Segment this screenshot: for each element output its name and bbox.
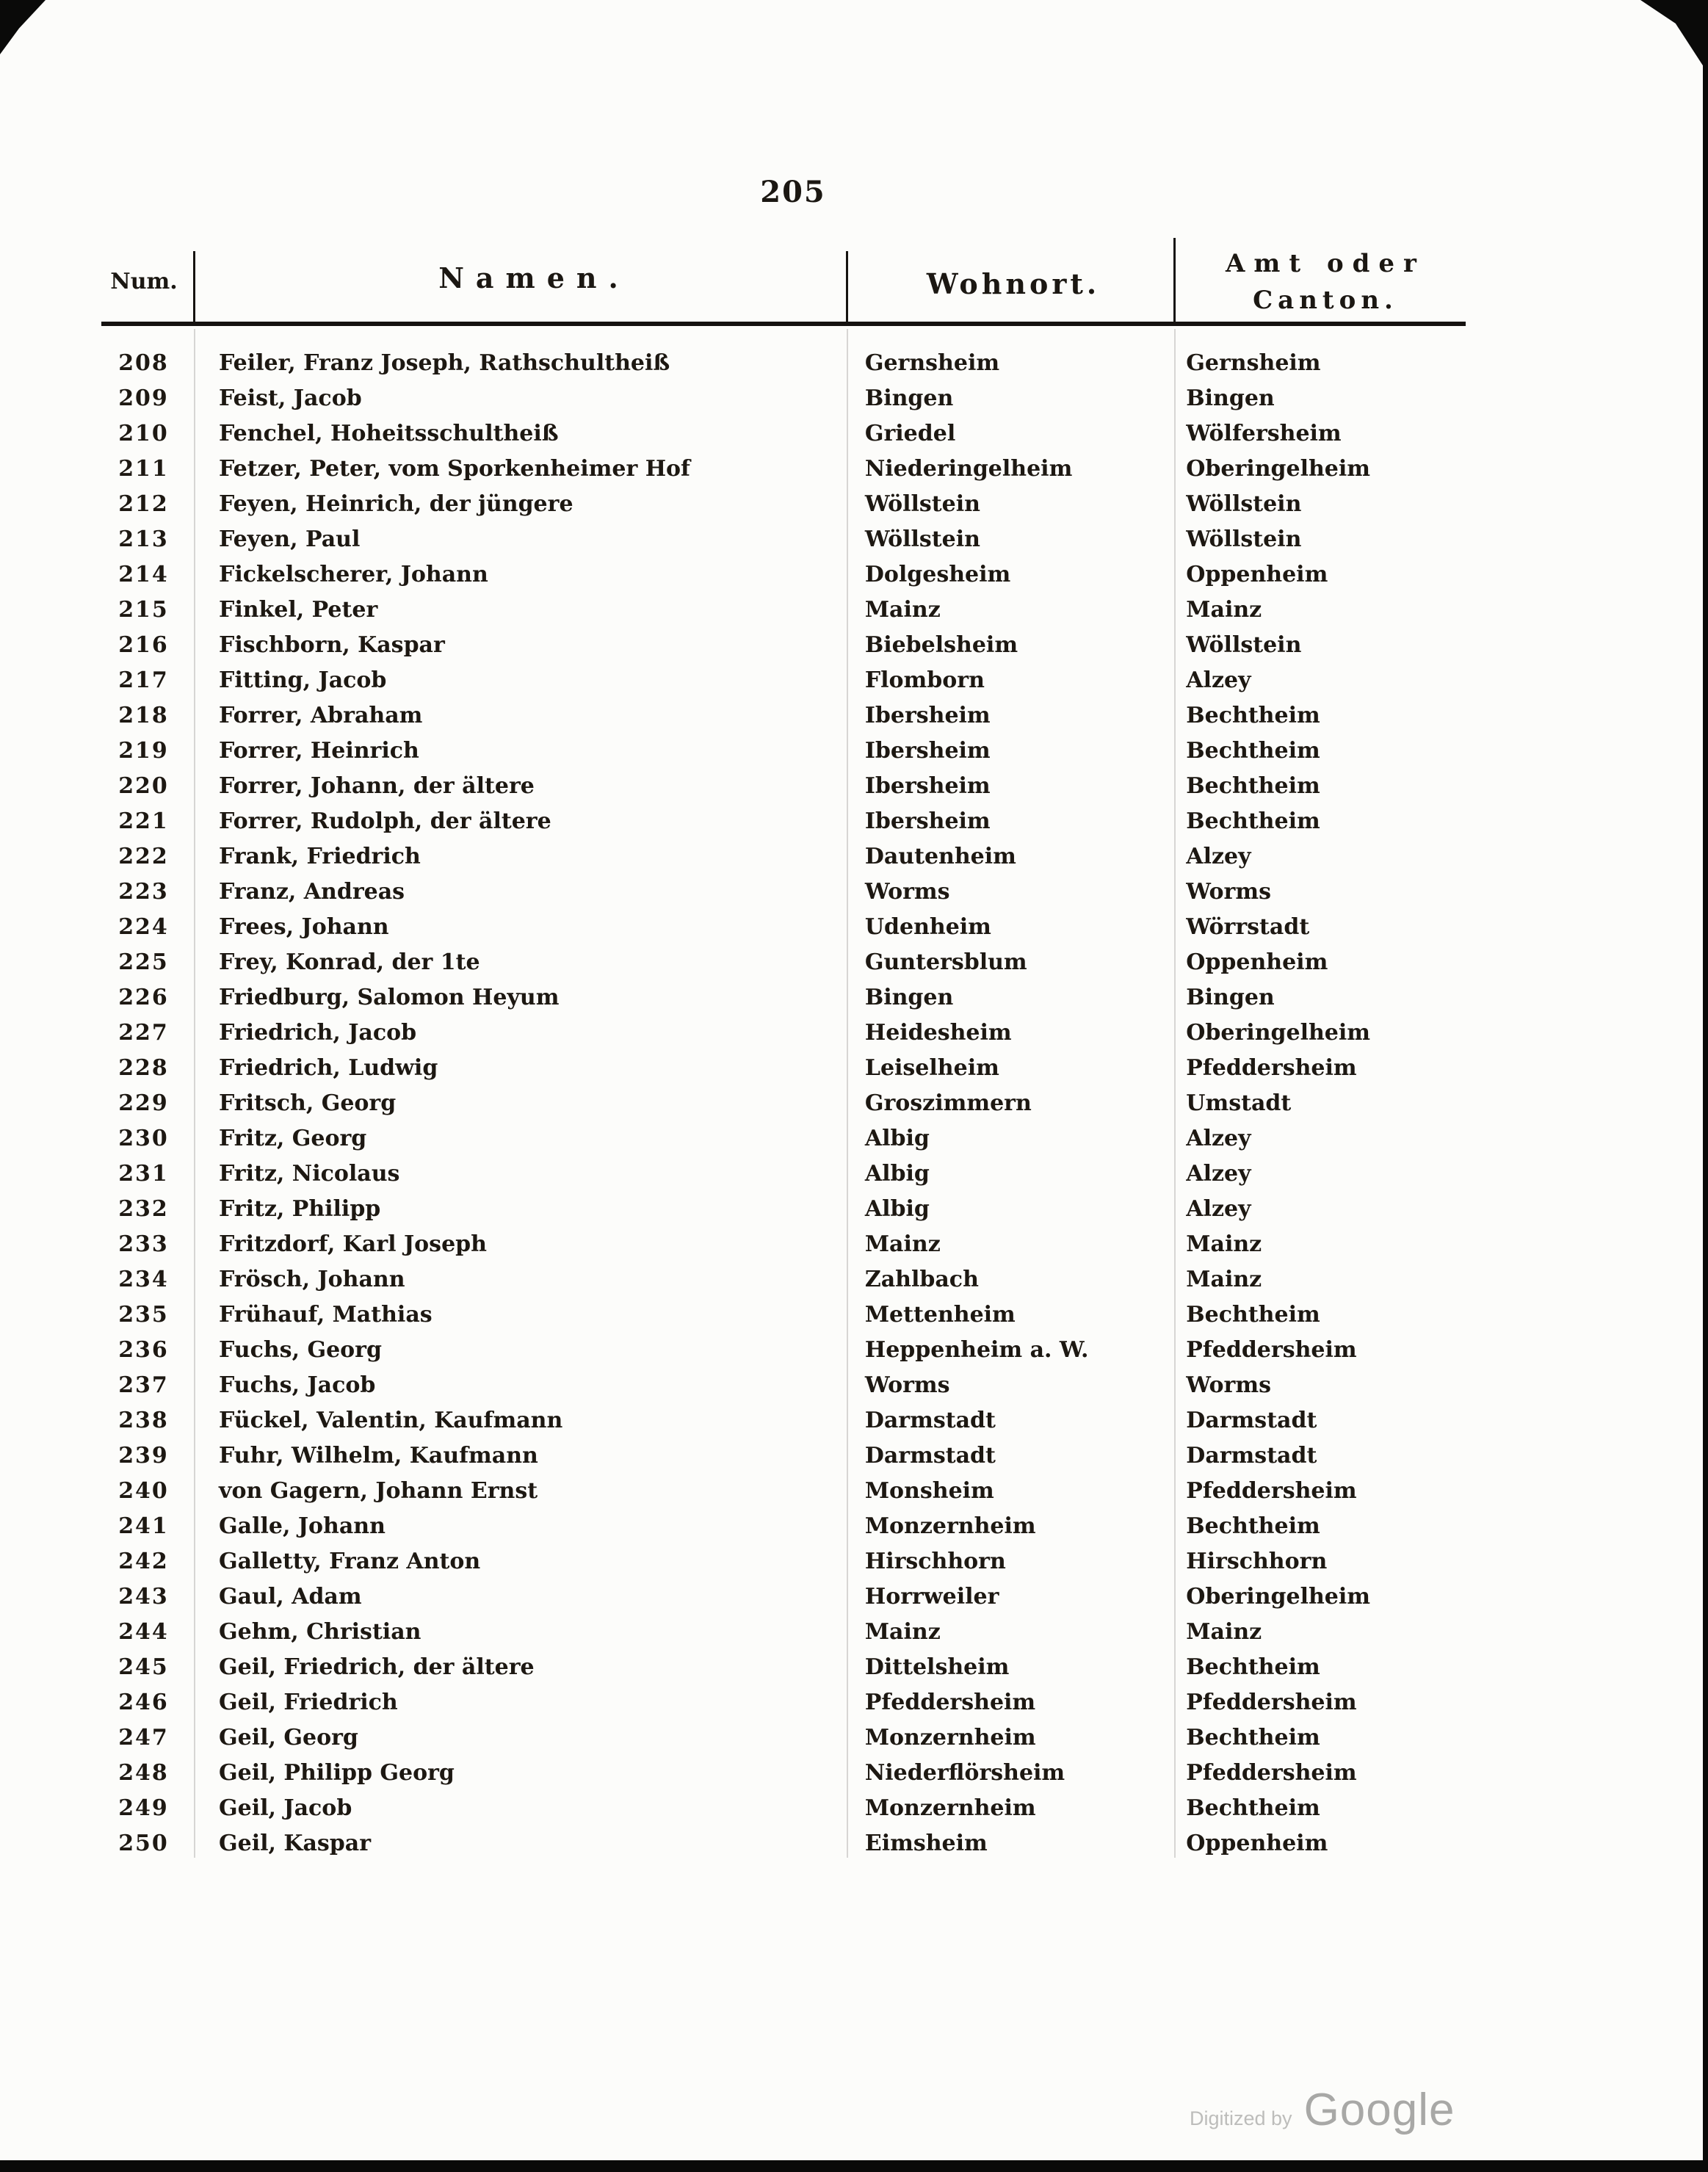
row-canton: Bechtheim xyxy=(1186,1724,1320,1751)
row-name: Fritz, Philipp xyxy=(219,1195,381,1222)
row-number: 230 xyxy=(118,1125,169,1151)
row-canton: Bechtheim xyxy=(1186,1301,1320,1328)
row-canton: Wöllstein xyxy=(1186,490,1302,517)
row-number: 221 xyxy=(118,808,169,834)
row-canton: Pfeddersheim xyxy=(1186,1689,1357,1715)
row-number: 250 xyxy=(118,1830,169,1856)
row-number: 228 xyxy=(118,1054,169,1081)
row-canton: Alzey xyxy=(1186,1125,1251,1151)
row-residence: Ibersheim xyxy=(864,702,991,728)
row-residence: Dolgesheim xyxy=(864,561,1011,587)
row-residence: Wöllstein xyxy=(864,526,980,552)
row-name: Frank, Friedrich xyxy=(219,843,421,869)
row-canton: Oberingelheim xyxy=(1186,1019,1371,1046)
row-residence: Worms xyxy=(864,1372,950,1398)
row-residence: Ibersheim xyxy=(864,737,991,764)
row-residence: Monzernheim xyxy=(864,1795,1036,1821)
row-number: 239 xyxy=(118,1442,169,1469)
row-canton: Alzey xyxy=(1186,843,1251,869)
row-residence: Bingen xyxy=(864,385,954,411)
page-number: 205 xyxy=(760,175,826,209)
table-row xyxy=(101,1191,1497,1226)
row-name: Fritz, Georg xyxy=(219,1125,367,1151)
row-number: 208 xyxy=(118,350,169,376)
table-row xyxy=(101,768,1497,803)
row-number: 224 xyxy=(118,913,169,940)
row-canton: Worms xyxy=(1186,878,1271,905)
table-row xyxy=(101,1825,1497,1861)
row-number: 211 xyxy=(118,455,169,482)
row-canton: Alzey xyxy=(1186,1195,1251,1222)
table-row xyxy=(101,1790,1497,1825)
row-number: 249 xyxy=(118,1795,169,1821)
row-name: Fetzer, Peter, vom Sporkenheimer Hof xyxy=(219,455,690,482)
table-row xyxy=(101,1121,1497,1156)
digitized-by-label: Digitized by xyxy=(1190,2107,1292,2129)
table-row xyxy=(101,1156,1497,1191)
table-row xyxy=(101,1015,1497,1050)
row-name: Feiler, Franz Joseph, Rathschultheiß xyxy=(219,350,670,376)
row-name: Finkel, Peter xyxy=(219,596,378,623)
row-canton: Bingen xyxy=(1186,984,1275,1010)
row-number: 212 xyxy=(118,490,169,517)
row-residence: Leiselheim xyxy=(864,1054,999,1081)
table-row xyxy=(101,909,1497,944)
row-number: 226 xyxy=(118,984,169,1010)
row-residence: Wöllstein xyxy=(864,490,980,517)
table-row xyxy=(101,733,1497,768)
row-name: Frühauf, Mathias xyxy=(219,1301,433,1328)
column-header-canton xyxy=(1186,245,1465,319)
row-canton: Umstadt xyxy=(1186,1090,1292,1116)
row-name: Geil, Jacob xyxy=(219,1795,352,1821)
row-residence: Mainz xyxy=(864,1231,941,1257)
row-canton: Mainz xyxy=(1186,596,1262,623)
row-canton: Bechtheim xyxy=(1186,1513,1320,1539)
row-name: Fickelscherer, Johann xyxy=(219,561,488,587)
row-name: Friedrich, Ludwig xyxy=(219,1054,438,1081)
row-name: Fischborn, Kaspar xyxy=(219,631,445,658)
row-residence: Mainz xyxy=(864,1618,941,1645)
row-number: 244 xyxy=(118,1618,169,1645)
scan-artifact-top-right xyxy=(1640,0,1708,73)
row-residence: Gernsheim xyxy=(864,350,1000,376)
row-name: Franz, Andreas xyxy=(219,878,405,905)
table-row xyxy=(101,1543,1497,1579)
row-name: Frey, Konrad, der 1te xyxy=(219,949,480,975)
row-number: 245 xyxy=(118,1654,169,1680)
row-number: 248 xyxy=(118,1759,169,1786)
table-row xyxy=(101,345,1497,380)
table-row xyxy=(101,698,1497,733)
header-rule xyxy=(101,322,1466,326)
row-number: 210 xyxy=(118,420,169,446)
table-row xyxy=(101,1332,1497,1367)
row-canton: Wörrstadt xyxy=(1186,913,1310,940)
table-row xyxy=(101,521,1497,557)
row-canton: Wöllstein xyxy=(1186,526,1302,552)
row-name: Fückel, Valentin, Kaufmann xyxy=(219,1407,563,1433)
row-residence: Flomborn xyxy=(864,667,985,693)
row-canton: Pfeddersheim xyxy=(1186,1759,1357,1786)
row-number: 213 xyxy=(118,526,169,552)
table-row xyxy=(101,1261,1497,1297)
row-name: Galle, Johann xyxy=(219,1513,386,1539)
row-name: Geil, Friedrich, der ältere xyxy=(219,1654,535,1680)
table-row xyxy=(101,1755,1497,1790)
table-row xyxy=(101,874,1497,909)
row-number: 220 xyxy=(118,772,169,799)
row-number: 217 xyxy=(118,667,169,693)
row-canton: Pfeddersheim xyxy=(1186,1054,1357,1081)
row-canton: Bingen xyxy=(1186,385,1275,411)
table-row xyxy=(101,451,1497,486)
row-residence: Monzernheim xyxy=(864,1724,1036,1751)
row-number: 219 xyxy=(118,737,169,764)
row-number: 238 xyxy=(118,1407,169,1433)
row-canton: Alzey xyxy=(1186,1160,1251,1187)
table-row xyxy=(101,803,1497,839)
row-canton: Mainz xyxy=(1186,1618,1262,1645)
scan-artifact-right-edge xyxy=(1703,0,1708,2172)
table-row xyxy=(101,980,1497,1015)
row-name: Friedrich, Jacob xyxy=(219,1019,417,1046)
row-canton: Hirschhorn xyxy=(1186,1548,1328,1574)
row-name: Galletty, Franz Anton xyxy=(219,1548,481,1574)
column-header-num: Num. xyxy=(110,269,178,294)
column-header-residence: Wohnort. xyxy=(926,267,1101,300)
scan-artifact-top-left xyxy=(0,0,46,54)
table-row xyxy=(101,416,1497,451)
row-residence: Ibersheim xyxy=(864,772,991,799)
row-residence: Darmstadt xyxy=(864,1442,996,1469)
row-name: Frösch, Johann xyxy=(219,1266,405,1292)
row-canton: Oberingelheim xyxy=(1186,455,1371,482)
row-name: Fuchs, Georg xyxy=(219,1336,382,1363)
row-residence: Darmstadt xyxy=(864,1407,996,1433)
row-residence: Dautenheim xyxy=(864,843,1016,869)
row-name: Gehm, Christian xyxy=(219,1618,421,1645)
table-row xyxy=(101,1720,1497,1755)
row-number: 223 xyxy=(118,878,169,905)
row-name: Gaul, Adam xyxy=(219,1583,362,1610)
row-canton: Oppenheim xyxy=(1186,949,1328,975)
row-residence: Eimsheim xyxy=(864,1830,988,1856)
row-residence: Dittelsheim xyxy=(864,1654,1010,1680)
row-canton: Bechtheim xyxy=(1186,737,1320,764)
row-residence: Griedel xyxy=(864,420,956,446)
row-name: Fenchel, Hoheitsschultheiß xyxy=(219,420,559,446)
table-row xyxy=(101,1438,1497,1473)
row-name: von Gagern, Johann Ernst xyxy=(219,1477,538,1504)
row-number: 227 xyxy=(118,1019,169,1046)
digitized-watermark xyxy=(1190,2084,1455,2136)
row-number: 216 xyxy=(118,631,169,658)
row-canton: Bechtheim xyxy=(1186,702,1320,728)
table-row xyxy=(101,1508,1497,1543)
row-residence: Albig xyxy=(864,1195,930,1222)
row-number: 229 xyxy=(118,1090,169,1116)
row-residence: Biebelsheim xyxy=(864,631,1018,658)
row-number: 236 xyxy=(118,1336,169,1363)
table-row xyxy=(101,557,1497,592)
header-divider-names-residence xyxy=(846,251,848,325)
google-watermark: Google xyxy=(1303,2085,1455,2135)
row-canton: Mainz xyxy=(1186,1266,1262,1292)
table-row xyxy=(101,1402,1497,1438)
row-canton: Darmstadt xyxy=(1186,1407,1317,1433)
row-residence: Albig xyxy=(864,1160,930,1187)
row-residence: Niederflörsheim xyxy=(864,1759,1065,1786)
row-canton: Alzey xyxy=(1186,667,1251,693)
row-name: Forrer, Johann, der ältere xyxy=(219,772,535,799)
table-row xyxy=(101,486,1497,521)
column-header-names: Namen. xyxy=(438,261,630,294)
row-canton: Pfeddersheim xyxy=(1186,1336,1357,1363)
row-residence: Monsheim xyxy=(864,1477,994,1504)
row-residence: Monzernheim xyxy=(864,1513,1036,1539)
row-name: Feyen, Paul xyxy=(219,526,361,552)
table-row xyxy=(101,592,1497,627)
row-canton: Bechtheim xyxy=(1186,808,1320,834)
row-number: 234 xyxy=(118,1266,169,1292)
table-row xyxy=(101,627,1497,662)
row-residence: Guntersblum xyxy=(864,949,1027,975)
row-residence: Pfeddersheim xyxy=(864,1689,1036,1715)
table-row xyxy=(101,1085,1497,1121)
row-number: 225 xyxy=(118,949,169,975)
scan-artifact-bottom-edge xyxy=(0,2160,1708,2172)
row-number: 209 xyxy=(118,385,169,411)
row-number: 218 xyxy=(118,702,169,728)
row-name: Frees, Johann xyxy=(219,913,389,940)
row-canton: Gernsheim xyxy=(1186,350,1321,376)
row-name: Fritzdorf, Karl Joseph xyxy=(219,1231,487,1257)
row-number: 215 xyxy=(118,596,169,623)
header-divider-residence-canton xyxy=(1173,238,1176,325)
table-row xyxy=(101,1649,1497,1684)
row-canton: Worms xyxy=(1186,1372,1271,1398)
row-residence: Mainz xyxy=(864,596,941,623)
table-row xyxy=(101,839,1497,874)
row-name: Fritsch, Georg xyxy=(219,1090,397,1116)
row-canton: Darmstadt xyxy=(1186,1442,1317,1469)
row-number: 235 xyxy=(118,1301,169,1328)
row-canton: Bechtheim xyxy=(1186,1795,1320,1821)
table-row xyxy=(101,1367,1497,1402)
row-number: 246 xyxy=(118,1689,169,1715)
table-body xyxy=(101,345,1497,1861)
row-canton: Bechtheim xyxy=(1186,772,1320,799)
row-name: Fuchs, Jacob xyxy=(219,1372,376,1398)
table-row xyxy=(101,944,1497,980)
row-residence: Worms xyxy=(864,878,950,905)
row-canton: Wöllstein xyxy=(1186,631,1302,658)
row-residence: Horrweiler xyxy=(864,1583,999,1610)
table-row xyxy=(101,1614,1497,1649)
row-name: Geil, Philipp Georg xyxy=(219,1759,455,1786)
row-number: 243 xyxy=(118,1583,169,1610)
row-residence: Heidesheim xyxy=(864,1019,1012,1046)
row-canton: Oberingelheim xyxy=(1186,1583,1371,1610)
row-number: 242 xyxy=(118,1548,169,1574)
row-name: Forrer, Rudolph, der ältere xyxy=(219,808,551,834)
row-canton: Wölfersheim xyxy=(1186,420,1342,446)
column-header-canton-line2: Canton. xyxy=(1253,286,1398,315)
row-number: 214 xyxy=(118,561,169,587)
table-row xyxy=(101,1226,1497,1261)
row-residence: Hirschhorn xyxy=(864,1548,1006,1574)
row-number: 231 xyxy=(118,1160,169,1187)
row-number: 240 xyxy=(118,1477,169,1504)
row-residence: Groszimmern xyxy=(864,1090,1032,1116)
row-name: Fritz, Nicolaus xyxy=(219,1160,400,1187)
row-name: Feist, Jacob xyxy=(219,385,362,411)
table-row xyxy=(101,1579,1497,1614)
table-row xyxy=(101,1473,1497,1508)
row-residence: Bingen xyxy=(864,984,954,1010)
row-name: Forrer, Heinrich xyxy=(219,737,419,764)
row-canton: Bechtheim xyxy=(1186,1654,1320,1680)
row-canton: Oppenheim xyxy=(1186,561,1328,587)
row-residence: Heppenheim a. W. xyxy=(864,1336,1089,1363)
header-divider-num xyxy=(193,251,195,325)
row-name: Geil, Kaspar xyxy=(219,1830,372,1856)
row-number: 247 xyxy=(118,1724,169,1751)
row-number: 241 xyxy=(118,1513,169,1539)
row-number: 237 xyxy=(118,1372,169,1398)
row-residence: Mettenheim xyxy=(864,1301,1016,1328)
row-name: Fitting, Jacob xyxy=(219,667,387,693)
row-canton: Oppenheim xyxy=(1186,1830,1328,1856)
row-name: Geil, Friedrich xyxy=(219,1689,398,1715)
row-canton: Pfeddersheim xyxy=(1186,1477,1357,1504)
table-row xyxy=(101,1050,1497,1085)
row-residence: Ibersheim xyxy=(864,808,991,834)
row-residence: Niederingelheim xyxy=(864,455,1073,482)
column-header-canton-line1: Amt oder xyxy=(1226,249,1425,278)
row-residence: Zahlbach xyxy=(864,1266,979,1292)
row-name: Friedburg, Salomon Heyum xyxy=(219,984,560,1010)
row-name: Geil, Georg xyxy=(219,1724,358,1751)
row-name: Fuhr, Wilhelm, Kaufmann xyxy=(219,1442,538,1469)
row-number: 233 xyxy=(118,1231,169,1257)
row-residence: Udenheim xyxy=(864,913,991,940)
row-number: 232 xyxy=(118,1195,169,1222)
row-name: Feyen, Heinrich, der jüngere xyxy=(219,490,573,517)
row-residence: Albig xyxy=(864,1125,930,1151)
row-name: Forrer, Abraham xyxy=(219,702,423,728)
table-row xyxy=(101,662,1497,698)
row-number: 222 xyxy=(118,843,169,869)
table-row xyxy=(101,1297,1497,1332)
table-row xyxy=(101,1684,1497,1720)
table-row xyxy=(101,380,1497,416)
row-canton: Mainz xyxy=(1186,1231,1262,1257)
